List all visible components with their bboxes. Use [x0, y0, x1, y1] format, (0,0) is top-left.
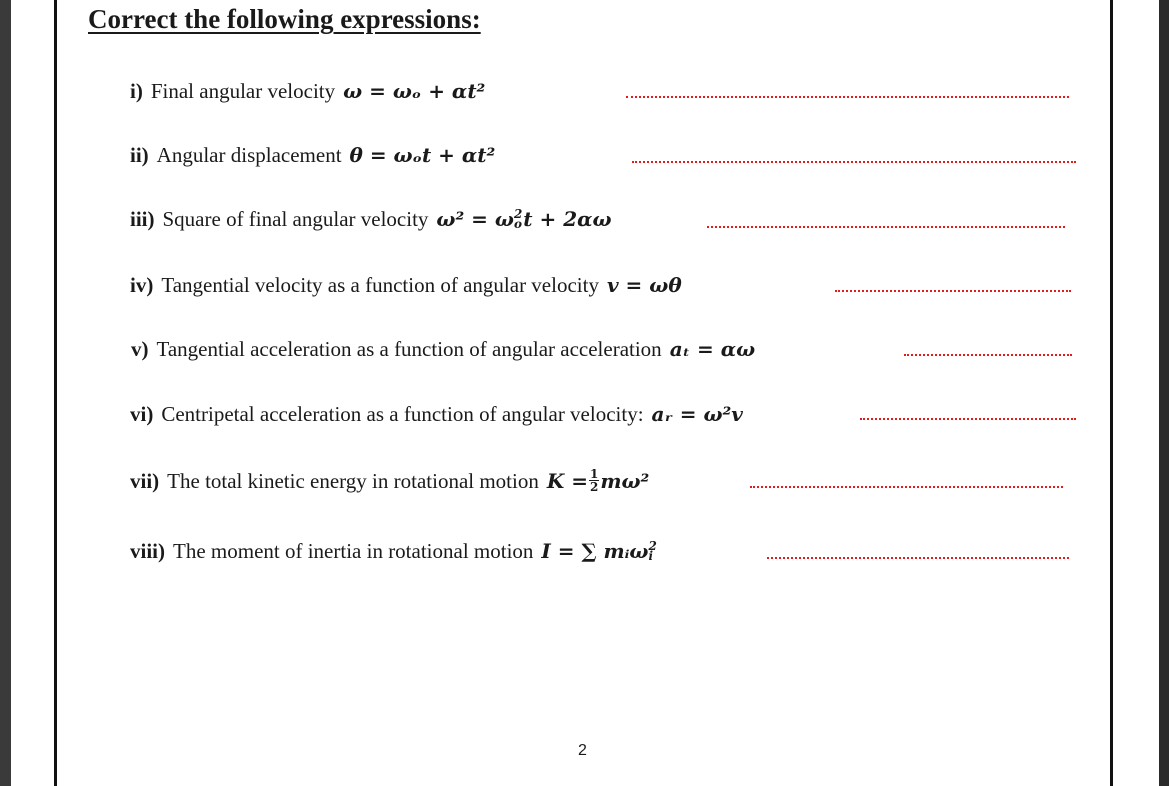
question-3 [130, 205, 612, 233]
question-text: Angular displacement [156, 143, 342, 167]
superscript: 2 [513, 206, 523, 221]
question-7 [130, 467, 649, 495]
question-number: vi) [130, 402, 154, 426]
answer-line[interactable] [767, 557, 1069, 559]
question-expression: ω = ωₒ + αt² [343, 79, 486, 103]
expression-lhs: I = ∑ mᵢω [541, 539, 649, 563]
question-number: viii) [130, 539, 165, 563]
superscript: 2 [648, 538, 657, 553]
question-number: i) [130, 79, 143, 103]
question-8 [130, 537, 658, 565]
question-text: Centripetal acceleration as a function of angular velocity: [161, 402, 644, 426]
expression-rhs: mω² [600, 469, 650, 493]
expression-lhs: K = [546, 469, 588, 493]
question-1 [130, 77, 485, 105]
question-expression [541, 539, 657, 563]
question-text: Tangential acceleration as a function of angular acceleration [156, 337, 662, 361]
answer-line[interactable] [626, 96, 1069, 98]
question-expression [436, 207, 611, 231]
question-number: ii) [130, 143, 149, 167]
page-border-left [54, 0, 57, 786]
answer-line[interactable] [904, 354, 1072, 356]
question-text: Square of final angular velocity [162, 207, 429, 231]
fraction-numerator: 1 [589, 467, 599, 481]
question-4 [130, 271, 682, 299]
answer-line[interactable] [860, 418, 1076, 420]
fraction [589, 468, 599, 493]
question-expression: v = ωθ [606, 273, 682, 297]
page-border-right [1110, 0, 1113, 786]
answer-line[interactable] [707, 226, 1065, 228]
super-subscript [513, 206, 523, 231]
question-number: v) [131, 337, 149, 361]
question-number: vii) [130, 469, 160, 493]
question-text: Tangential velocity as a function of angular velocity [161, 273, 599, 297]
question-6 [130, 400, 743, 428]
question-expression: aₜ = αω [669, 337, 756, 361]
answer-line[interactable] [750, 486, 1063, 488]
super-subscript [648, 538, 657, 563]
answer-line[interactable] [632, 161, 1076, 163]
question-text: The moment of inertia in rotational motion [173, 539, 534, 563]
scan-edge-right [1159, 0, 1169, 786]
question-5 [131, 335, 755, 363]
question-2 [130, 141, 495, 169]
fraction-denominator: 2 [589, 480, 599, 494]
question-text: The total kinetic energy in rotational motion [167, 469, 539, 493]
question-expression: aᵣ = ω²v [651, 402, 743, 426]
question-number: iii) [130, 207, 155, 231]
question-expression [547, 469, 649, 493]
page-number: 2 [578, 742, 587, 759]
expression-lhs: ω² = ω [436, 207, 514, 231]
subscript: i [648, 548, 654, 563]
question-number: iv) [130, 273, 154, 297]
question-expression: θ = ωₒt + αt² [349, 143, 496, 167]
scan-edge-left [0, 0, 11, 786]
page-title: Correct the following expressions: [88, 4, 481, 34]
expression-rhs: t + 2αω [523, 207, 612, 231]
question-text: Final angular velocity [150, 79, 336, 103]
subscript: o [513, 216, 522, 231]
answer-line[interactable] [835, 290, 1071, 292]
